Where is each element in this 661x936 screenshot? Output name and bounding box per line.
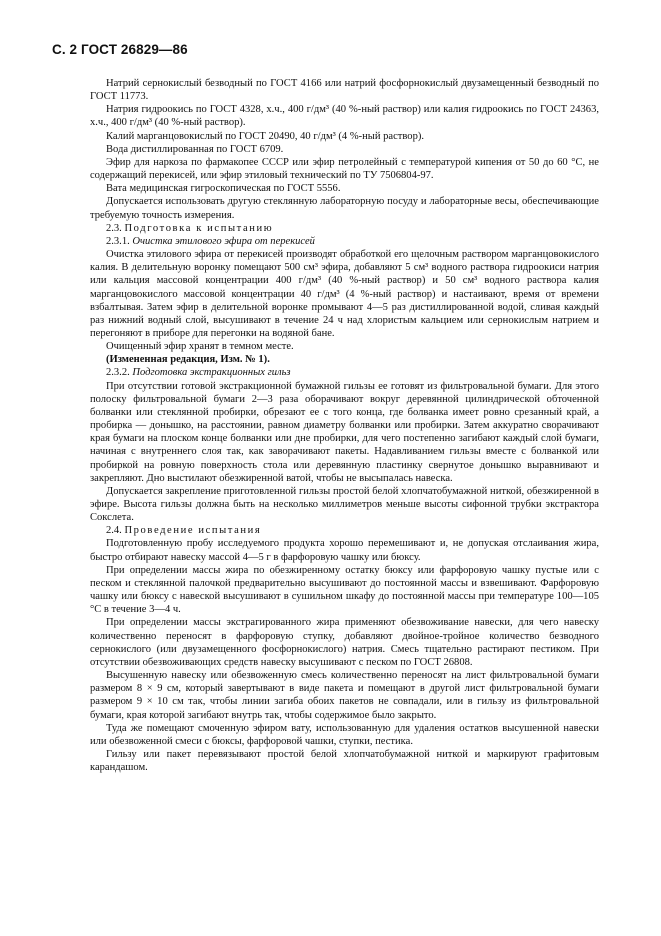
subsection-heading (90, 235, 599, 248)
paragraph: Очищенный эфир хранят в темном месте. (106, 341, 294, 353)
section-number: 2.3. (106, 222, 122, 234)
section-heading (90, 222, 599, 235)
section-title: Проведение испытания (124, 525, 262, 537)
paragraph: Допускается использовать другую стеклянную лабораторную посуду и лабораторные весы, обеспечивающие требуемую точность измерения. (90, 196, 599, 221)
paragraph: Натрия гидроокись по ГОСТ 4328, х.ч., 400 г/дм³ (40 %-ный раствор) или калия гидроокись по ГОСТ 24363, х.ч., 400 г/дм³ (40 %-ный раствор). (90, 104, 599, 129)
paragraph: Высушенную навеску или обезвоженную смесь количественно переносят на лист фильтровальной бумаги размером 8 × 9 см, который завертывают в виде пакета и помещают в другой лист фильтровальной бумаги размером 9 × 10 см так, чтобы линии загиба обоих пакетов не совпадали, или в гильзу из фильтровальной бумаги, края которой загибают внутрь так, чтобы содержимое было закрыто. (90, 670, 599, 721)
page-header: С. 2 ГОСТ 26829—86 (52, 42, 188, 57)
subsection-number: 2.3.2. (106, 367, 130, 379)
section-title: Подготовка к испытанию (124, 222, 274, 234)
paragraph: Подготовленную пробу исследуемого продукта хорошо перемешивают и, не допуская отслаивания жира, быстро отбирают навеску массой 4—5 г в фарфоровую чашку или бюксу. (90, 538, 599, 563)
paragraph: Натрий сернокислый безводный по ГОСТ 4166 или натрий фосфорнокислый двузамещенный безводный по ГОСТ 11773. (90, 78, 599, 103)
section-number: 2.4. (106, 525, 122, 537)
paragraph: При отсутствии готовой экстракционной бумажной гильзы ее готовят из фильтровальной бумаги. Для этого полоску фильтровальной бумаги 2—3 раза оборачивают вокруг деревянной цилиндрической обточенной болванки или стеклянной пробирки, обрезают ее с того конца, где болванка имеет ровно срезанный край, а пробирка — донышко, на расстоянии, равном диаметру болванки или пробирки. Затем аккуратно сворачивают края бумаги на плоском конце болванки или дне пробирки, для чего постепенно загибают каждый слой бумаги, начиная с внутреннего слоя так, как заворачивают пакеты. Надавливанием гильзы вместе с болванкой или пробиркой на ровную поверхность стола или деревянную пластинку свернутое донышко выравнивают и закрепляют. Дно выстилают обезжиренной ватой, чтобы не высыпалась навеска. (90, 380, 599, 484)
subsection-heading (90, 366, 599, 379)
paragraph: Эфир для наркоза по фармакопее СССР или эфир петролейный с температурой кипения от 50 до 60 °С, не содержащий перекисей, или эфир этиловый технический по ТУ 7506804-97. (90, 156, 599, 182)
paragraph: При определении массы жира по обезжиренному остатку бюксу или фарфоровую чашку пустые или с песком и стеклянной палочкой предварительно высушивают до постоянной массы и взвешивают. Фарфоровую чашку или бюксу с навеской высушивают в сушильном шкафу до постоянной массы при температуре 100—105 °С в течение 3—4 ч. (90, 564, 599, 616)
subsection-title: Подготовка экстракционных гильз (132, 367, 291, 379)
amendment-note: (Измененная редакция, Изм. № 1). (106, 354, 270, 366)
paragraph: При определении массы экстрагированного жира применяют обезвоживание навески, для чего навеску количественно переносят в фарфоровую ступку, добавляют двойное-тройное количество безводного сернокислого (или двузамещенного фосфорнокислого) натрия. Смесь тщательно растирают пестиком. При отсутствии обезвоживающих средств навеску высушивают с песком по ГОСТ 26808. (90, 617, 599, 668)
paragraph: Вода дистиллированная по ГОСТ 6709. (106, 143, 284, 155)
subsection-title: Очистка этилового эфира от перекисей (132, 235, 315, 247)
paragraph: Допускается закрепление приготовленной гильзы простой белой хлопчатобумажной ниткой, обезжиренной в эфире. Высота гильзы должна быть на несколько миллиметров меньше высоты сифонной трубки экстрактора Сокслета. (90, 485, 599, 524)
subsection-number: 2.3.1. (106, 235, 130, 247)
document-body (90, 77, 599, 774)
paragraph: Очистка этилового эфира от перекисей производят обработкой его щелочным раствором марганцовокислого калия. В делительную воронку помещают 500 см³ эфира, добавляют 5 см³ водного раствора гидроокиси натрия или кальция массовой концентрации 400 г/дм³ (40 %-ный раствор) и 50 см³ водного раствора калия марганцовокислого массовой концентрации 40 г/дм³ (4 %-ный раствор) и настаивают, время от времени взбалтывая. Затем эфир в делительной воронке промывают 4—5 раз дистиллированной водой, сливая каждый раз нижний водный слой, высушивают в течение 24 ч над хлористым кальцием или сернокислым натрием и перегоняют в приборе для перегонки на водяной бане. (90, 249, 599, 339)
paragraph: Гильзу или пакет перевязывают простой белой хлопчатобумажной ниткой и маркируют графитовым карандашом. (90, 748, 599, 774)
section-heading (90, 524, 599, 537)
paragraph: Калий марганцовокислый по ГОСТ 20490, 40 г/дм³ (4 %-ный раствор). (106, 130, 424, 142)
paragraph: Вата медицинская гигроскопическая по ГОСТ 5556. (106, 183, 341, 195)
paragraph: Туда же помещают смоченную эфиром вату, использованную для удаления остатков высушенной навески или обезвоженной смеси с бюксы, фарфоровой чашки, ступки, пестика. (90, 722, 599, 747)
